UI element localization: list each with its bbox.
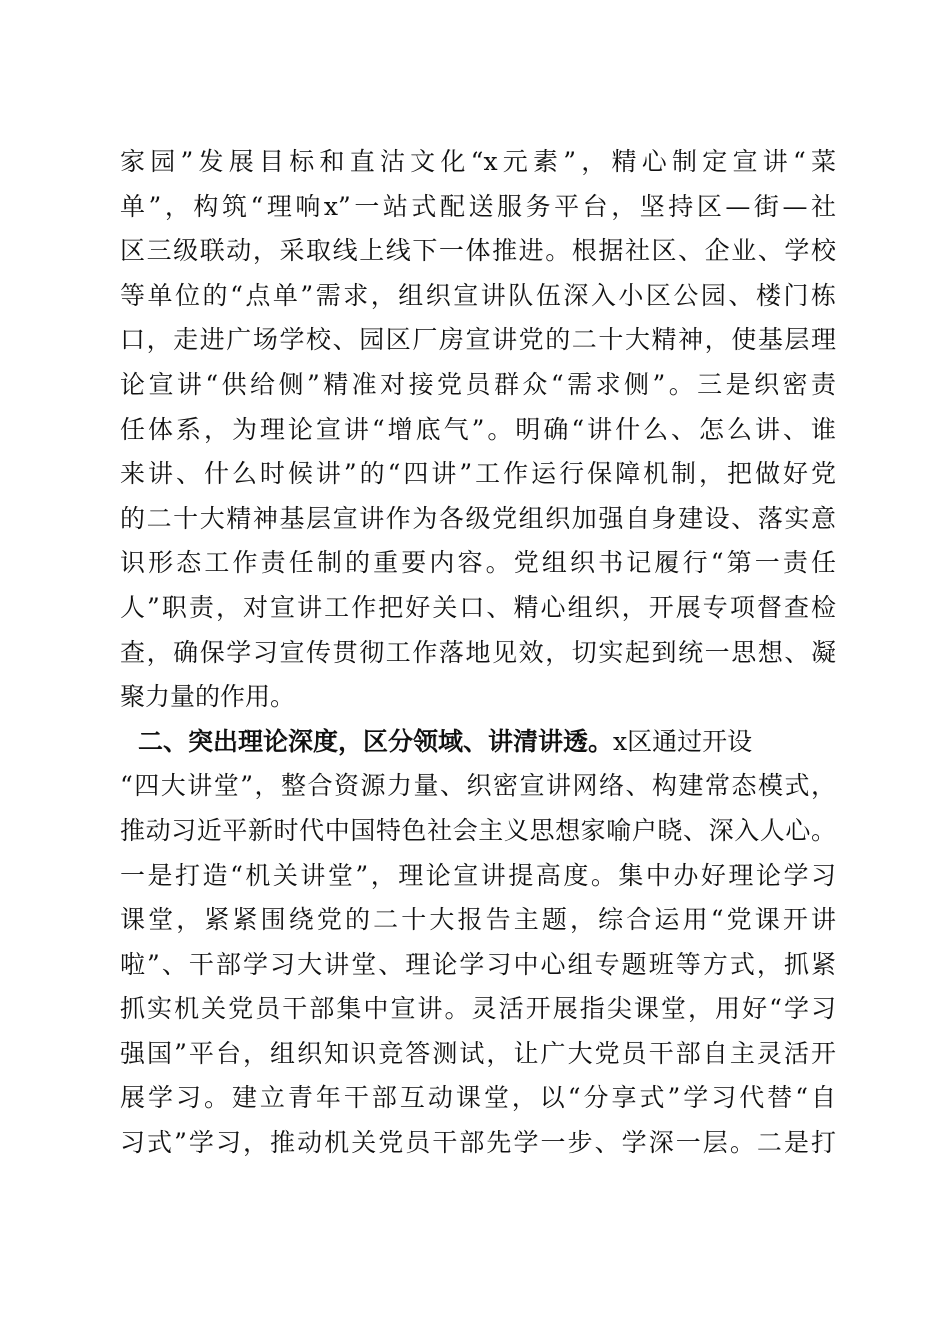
text-line: 单”，构筑“理响x”一站式配送服务平台，坚持区—街—社: [120, 191, 836, 221]
text-line: 强国”平台，组织知识竞答测试，让广大党员干部自主灵活开: [120, 1038, 836, 1068]
text-line: 区三级联动，采取线上线下一体推进。根据社区、企业、学校: [120, 236, 836, 266]
text-line: 课堂，紧紧围绕党的二十大报告主题，综合运用“党课开讲: [120, 905, 836, 935]
text-line: 口，走进广场学校、园区厂房宣讲党的二十大精神，使基层理: [120, 325, 836, 355]
text-line: 人”职责，对宣讲工作把好关口、精心组织，开展专项督查检: [120, 592, 836, 622]
text-line: 一是打造“机关讲堂”，理论宣讲提高度。集中办好理论学习: [120, 860, 836, 890]
text-line: 推动习近平新时代中国特色社会主义思想家喻户晓、深入人心。: [120, 815, 836, 845]
text-line: 识形态工作责任制的重要内容。党组织书记履行“第一责任: [120, 548, 836, 578]
section-heading: 二、突出理论深度，区分领域、讲清讲透。: [138, 726, 614, 756]
text-line: “四大讲堂”，整合资源力量、织密宣讲网络、构建常态模式，: [120, 771, 836, 801]
text-line: 展学习。建立青年干部互动课堂，以“分享式”学习代替“自: [120, 1083, 836, 1113]
paragraph-1: [120, 140, 836, 720]
text-line: 来讲、什么时候讲”的“四讲”工作运行保障机制，把做好党: [120, 459, 836, 489]
text-line: 等单位的“点单”需求，组织宣讲队伍深入小区公园、楼门栋: [120, 280, 836, 310]
text-line: 抓实机关党员干部集中宣讲。灵活开展指尖课堂，用好“学习: [120, 994, 836, 1024]
text-line: 任体系，为理论宣讲“增底气”。明确“讲什么、怎么讲、谁: [120, 414, 836, 444]
text-line: 论宣讲“供给侧”精准对接党员群众“需求侧”。三是织密责: [120, 369, 836, 399]
text-line: 聚力量的作用。: [120, 682, 296, 712]
text-line: 的二十大精神基层宣讲作为各级党组织加强自身建设、落实意: [120, 503, 836, 533]
paragraph-2: [120, 720, 836, 1166]
document-body: [120, 140, 836, 1166]
text-line: 啦”、干部学习大讲堂、理论学习中心组专题班等方式，抓紧: [120, 949, 836, 979]
text-line: 查，确保学习宣传贯彻工作落地见效，切实起到统一思想、凝: [120, 637, 836, 667]
heading-continuation: x区通过开设: [613, 726, 753, 756]
text-line: 家园”发展目标和直沽文化“x元素”，精心制定宣讲“菜: [120, 147, 836, 176]
text-line: 习式”学习，推动机关党员干部先学一步、学深一层。二是打: [120, 1128, 836, 1158]
heading-line: [120, 720, 836, 765]
